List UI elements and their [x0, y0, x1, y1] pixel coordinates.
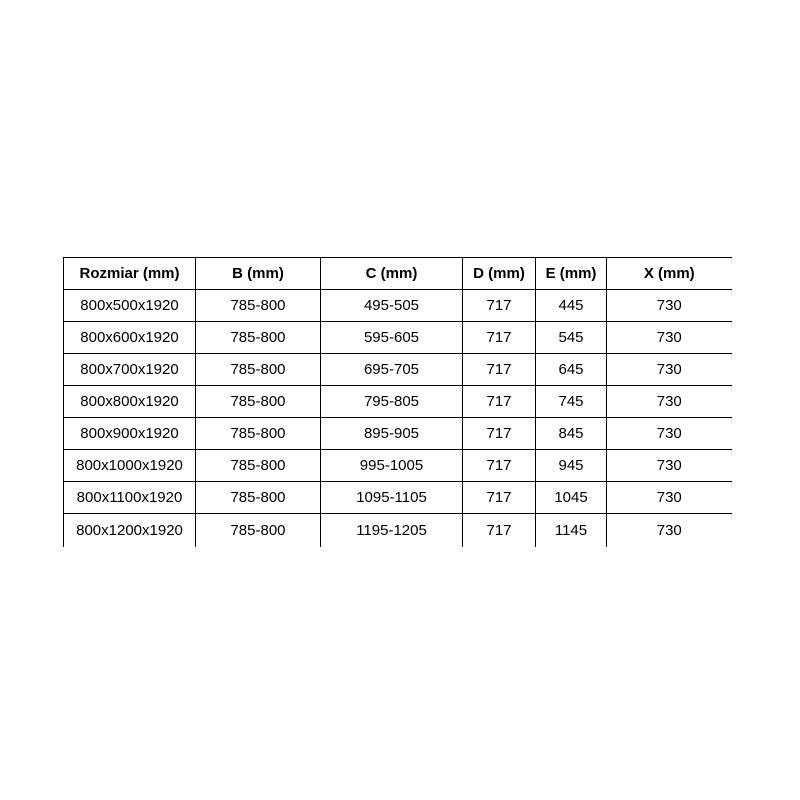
table-cell-x: 730 — [607, 290, 732, 322]
table-cell-rozmiar: 800x800x1920 — [64, 386, 196, 418]
table-cell-e: 945 — [536, 450, 607, 482]
table-cell-rozmiar: 800x700x1920 — [64, 354, 196, 386]
table-row — [64, 450, 732, 482]
table-row — [64, 482, 732, 514]
table-cell-b: 785-800 — [196, 514, 321, 548]
column-header-c: C (mm) — [321, 258, 463, 290]
column-header-x: X (mm) — [607, 258, 732, 290]
table-cell-rozmiar: 800x600x1920 — [64, 322, 196, 354]
table-row — [64, 290, 732, 322]
table-row — [64, 354, 732, 386]
column-header-b: B (mm) — [196, 258, 321, 290]
table-cell-c: 1095-1105 — [321, 482, 463, 514]
table-cell-x: 730 — [607, 514, 732, 548]
column-header-e: E (mm) — [536, 258, 607, 290]
table-cell-x: 730 — [607, 482, 732, 514]
table-cell-e: 445 — [536, 290, 607, 322]
table-cell-e: 845 — [536, 418, 607, 450]
table-cell-c: 1195-1205 — [321, 514, 463, 548]
table-row — [64, 514, 732, 548]
table-cell-e: 745 — [536, 386, 607, 418]
table-row — [64, 386, 732, 418]
column-header-d: D (mm) — [463, 258, 536, 290]
table-cell-b: 785-800 — [196, 386, 321, 418]
table-cell-e: 1045 — [536, 482, 607, 514]
table-cell-x: 730 — [607, 418, 732, 450]
table-cell-c: 595-605 — [321, 322, 463, 354]
column-header-rozmiar: Rozmiar (mm) — [64, 258, 196, 290]
table-cell-x: 730 — [607, 386, 732, 418]
table-cell-x: 730 — [607, 322, 732, 354]
table-cell-b: 785-800 — [196, 418, 321, 450]
table-cell-d: 717 — [463, 514, 536, 548]
table-row — [64, 418, 732, 450]
table-cell-rozmiar: 800x900x1920 — [64, 418, 196, 450]
table-header-row — [64, 258, 732, 290]
table-cell-rozmiar: 800x500x1920 — [64, 290, 196, 322]
table-cell-rozmiar: 800x1000x1920 — [64, 450, 196, 482]
table-cell-x: 730 — [607, 354, 732, 386]
table-cell-e: 1145 — [536, 514, 607, 548]
table-cell-d: 717 — [463, 482, 536, 514]
table-cell-c: 795-805 — [321, 386, 463, 418]
table-cell-c: 995-1005 — [321, 450, 463, 482]
table-cell-d: 717 — [463, 290, 536, 322]
table-cell-rozmiar: 800x1100x1920 — [64, 482, 196, 514]
table-cell-d: 717 — [463, 418, 536, 450]
table-cell-d: 717 — [463, 354, 536, 386]
table-cell-d: 717 — [463, 386, 536, 418]
table-row — [64, 322, 732, 354]
table-cell-b: 785-800 — [196, 290, 321, 322]
table-cell-rozmiar: 800x1200x1920 — [64, 514, 196, 548]
table-cell-c: 895-905 — [321, 418, 463, 450]
table-cell-b: 785-800 — [196, 322, 321, 354]
dimension-spec-table — [63, 257, 732, 547]
table-cell-c: 695-705 — [321, 354, 463, 386]
table-cell-e: 545 — [536, 322, 607, 354]
table-cell-d: 717 — [463, 322, 536, 354]
table-cell-c: 495-505 — [321, 290, 463, 322]
table-cell-b: 785-800 — [196, 450, 321, 482]
table-cell-x: 730 — [607, 450, 732, 482]
table-cell-b: 785-800 — [196, 482, 321, 514]
table-cell-b: 785-800 — [196, 354, 321, 386]
table-cell-e: 645 — [536, 354, 607, 386]
table-cell-d: 717 — [463, 450, 536, 482]
